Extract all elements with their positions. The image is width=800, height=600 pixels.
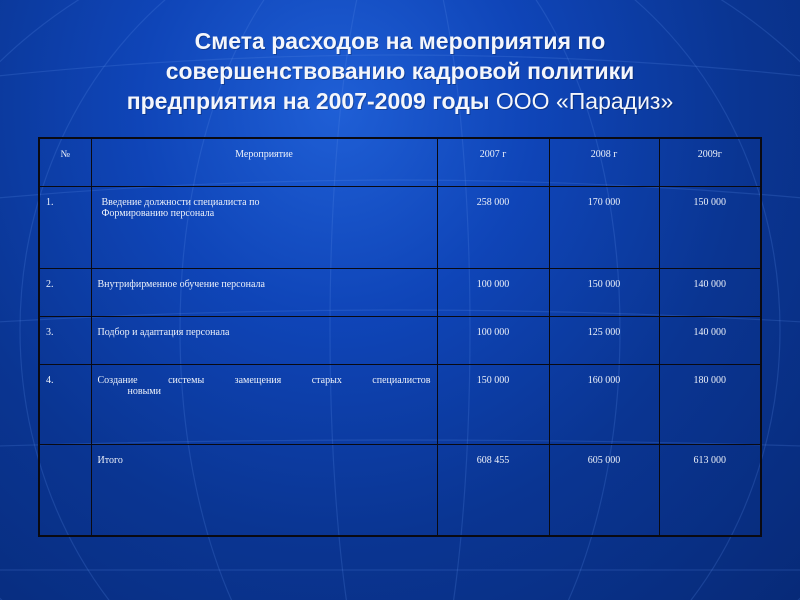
page-title	[20, 26, 780, 116]
row-event	[91, 186, 437, 268]
table-row	[39, 364, 761, 444]
table-header-row	[39, 138, 761, 186]
title-line-3-bold: предприятия на 2007-2009 годы	[126, 88, 496, 114]
row-2007-value: 258 000	[437, 186, 549, 268]
title-line-2: совершенствованию кадровой политики	[165, 58, 635, 84]
row-number: 2.	[39, 268, 91, 316]
table-row	[39, 268, 761, 316]
table-row	[39, 316, 761, 364]
header-2008: 2008 г	[549, 138, 659, 186]
title-line-3	[20, 86, 780, 116]
row-number: 4.	[39, 364, 91, 444]
row-2008-value: 170 000	[549, 186, 659, 268]
title-company-name: ООО «Парадиз»	[495, 88, 674, 114]
row-2009-value: 140 000	[659, 316, 761, 364]
title-line-1: Смета расходов на мероприятия по	[194, 28, 606, 54]
budget-table-container	[38, 137, 760, 537]
row-2008-value: 125 000	[549, 316, 659, 364]
row-2009-value: 180 000	[659, 364, 761, 444]
row-event-line-1: Введение должности специалиста по	[101, 196, 260, 208]
row-event: Подбор и адаптация персонала	[91, 316, 437, 364]
row-2007-value: 100 000	[437, 268, 549, 316]
row-number: 1.	[39, 186, 91, 268]
total-2007-value: 608 455	[437, 444, 549, 536]
budget-table	[38, 137, 762, 537]
header-2007: 2007 г	[437, 138, 549, 186]
total-number-cell	[39, 444, 91, 536]
row-2008-value: 150 000	[549, 268, 659, 316]
header-2009: 2009г	[659, 138, 761, 186]
total-2009-value: 613 000	[659, 444, 761, 536]
row-2009-value: 140 000	[659, 268, 761, 316]
row-2008-value: 160 000	[549, 364, 659, 444]
table-total-row	[39, 444, 761, 536]
row-event-line-2: Формированию персонала	[101, 207, 215, 219]
row-event-line-2: новыми	[127, 385, 161, 397]
row-2007-value: 100 000	[437, 316, 549, 364]
table-row	[39, 186, 761, 268]
row-2007-value: 150 000	[437, 364, 549, 444]
row-event	[91, 364, 437, 444]
header-number: №	[39, 138, 91, 186]
row-2009-value: 150 000	[659, 186, 761, 268]
row-event: Внутрифирменное обучение персонала	[91, 268, 437, 316]
header-event: Мероприятие	[91, 138, 437, 186]
row-event-line-1: Создание системы замещения старых специалистов	[97, 374, 431, 386]
total-label: Итого	[91, 444, 437, 536]
row-number: 3.	[39, 316, 91, 364]
total-2008-value: 605 000	[549, 444, 659, 536]
